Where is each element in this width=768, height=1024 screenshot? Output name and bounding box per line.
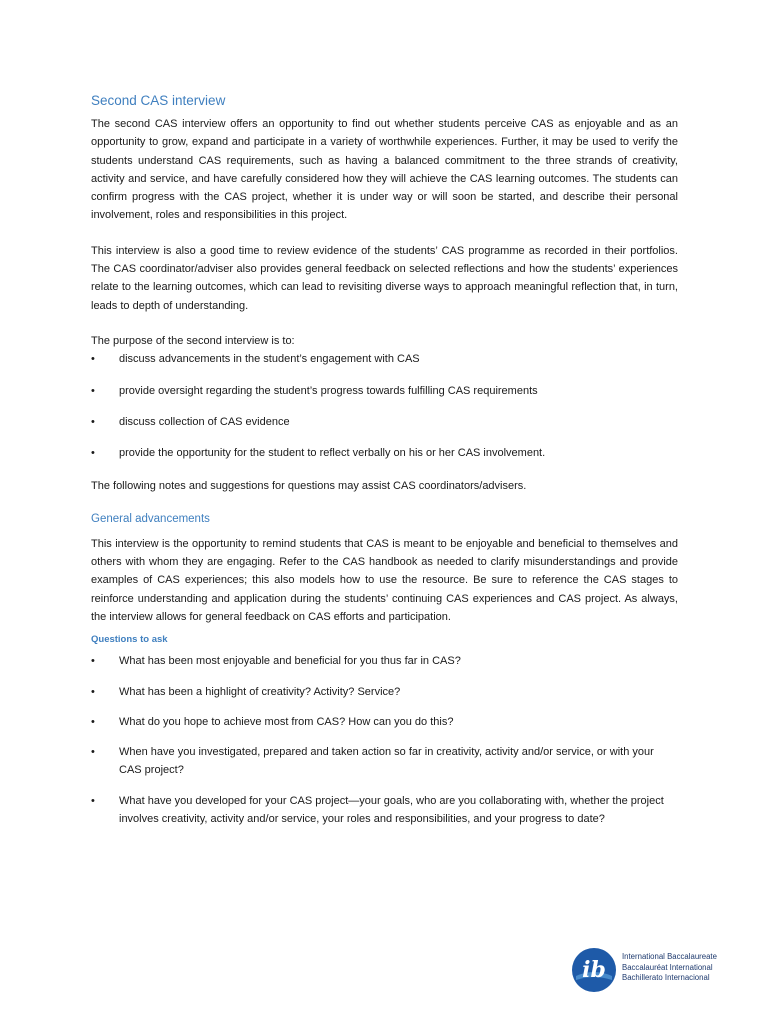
list-item bbox=[91, 743, 678, 780]
ib-logo-mark-text: ib bbox=[582, 957, 606, 983]
general-advancements-heading: General advancements bbox=[91, 512, 210, 525]
document-page bbox=[91, 92, 678, 828]
general-paragraph: This interview is the opportunity to remind students that CAS is meant to be enjoyable and beneficial to themselves and others with whom they are engaging. Refer to the CAS handbook as needed to clarify misunderstandings and provide examples of CAS experiences; this also models how to use the resource. Be sure to reference the CAS stages to reinforce understanding and application during the students’ continuing CAS experiences and CAS project. As always, the interview allows for general feedback on CAS efforts and participation. bbox=[91, 537, 678, 623]
ib-logo bbox=[570, 946, 740, 994]
list-item-text: provide oversight regarding the student’s progress towards fulfilling CAS requirements bbox=[119, 384, 538, 397]
question-text: What has been most enjoyable and beneficial for you thus far in CAS? bbox=[119, 655, 461, 668]
bullet-icon: • bbox=[91, 353, 95, 366]
list-item bbox=[91, 350, 678, 368]
list-item bbox=[91, 792, 678, 829]
ib-logo-line-fr: Baccalauréat International bbox=[622, 962, 713, 972]
ib-logo-line-es: Bachillerato Internacional bbox=[622, 973, 710, 982]
intro-paragraph-1: The second CAS interview offers an opportunity to find out whether students perceive CAS as enjoyable and as an opportunity to grow, expand and participate in a variety of worthwhile experiences. Further, it may be used to verify the students understand CAS requirements, such as having a balanced commitment to the three strands of creativity, activity and service, and have carefully considered how they will achieve the CAS learning outcomes. The students can confirm progress with the CAS project, whether it is under way or will soon be started, and describe their personal involvement, roles and responsibilities in this project. bbox=[91, 118, 678, 222]
bullet-icon: • bbox=[91, 794, 95, 807]
ib-logo-text bbox=[622, 952, 717, 984]
list-item-text: provide the opportunity for the student to reflect verbally on his or her CAS involvement. bbox=[119, 447, 546, 460]
bullet-icon: • bbox=[91, 447, 95, 460]
purpose-list bbox=[91, 350, 678, 462]
bullet-icon: • bbox=[91, 415, 95, 428]
bullet-icon: • bbox=[91, 655, 95, 668]
ib-logo-icon bbox=[570, 946, 618, 994]
bullet-icon: • bbox=[91, 685, 95, 698]
purpose-intro: The purpose of the second interview is to: bbox=[91, 334, 295, 347]
bullet-icon: • bbox=[91, 715, 95, 728]
bullet-icon: • bbox=[91, 384, 95, 397]
bullet-icon: • bbox=[91, 746, 95, 759]
list-item bbox=[91, 713, 678, 731]
question-text: When have you investigated, prepared and taken action so far in creativity, activity and/or service, or with your CAS project? bbox=[119, 746, 654, 777]
list-item bbox=[91, 652, 678, 670]
list-item bbox=[91, 683, 678, 701]
list-item bbox=[91, 382, 678, 400]
list-item-text: discuss advancements in the student’s engagement with CAS bbox=[119, 353, 420, 366]
questions-heading: Questions to ask bbox=[91, 634, 168, 646]
ib-logo-line-en: International Baccalaureate bbox=[622, 952, 717, 961]
intro-paragraph-2: This interview is also a good time to review evidence of the students’ CAS programme as recorded in their portfolios. The CAS coordinator/adviser also provides general feedback on selected reflections and how the students’ experiences relate to the learning outcomes, which can lead to revisiting diverse ways to approach meaningful reflection that, in turn, leads to depth of understanding. bbox=[91, 244, 678, 312]
list-item bbox=[91, 413, 678, 431]
section-title: Second CAS interview bbox=[91, 93, 226, 108]
list-item bbox=[91, 444, 678, 462]
questions-list bbox=[91, 652, 678, 828]
question-text: What have you developed for your CAS project—your goals, who are you collaborating with, whether the project involves creativity, activity and/or service, your roles and responsibilities, and your progress to date? bbox=[119, 794, 664, 826]
question-text: What do you hope to achieve most from CAS? How can you do this? bbox=[119, 715, 454, 728]
question-text: What has been a highlight of creativity? Activity? Service? bbox=[119, 685, 401, 698]
list-item-text: discuss collection of CAS evidence bbox=[119, 415, 290, 428]
notes-text: The following notes and suggestions for questions may assist CAS coordinators/advisers. bbox=[91, 480, 527, 493]
